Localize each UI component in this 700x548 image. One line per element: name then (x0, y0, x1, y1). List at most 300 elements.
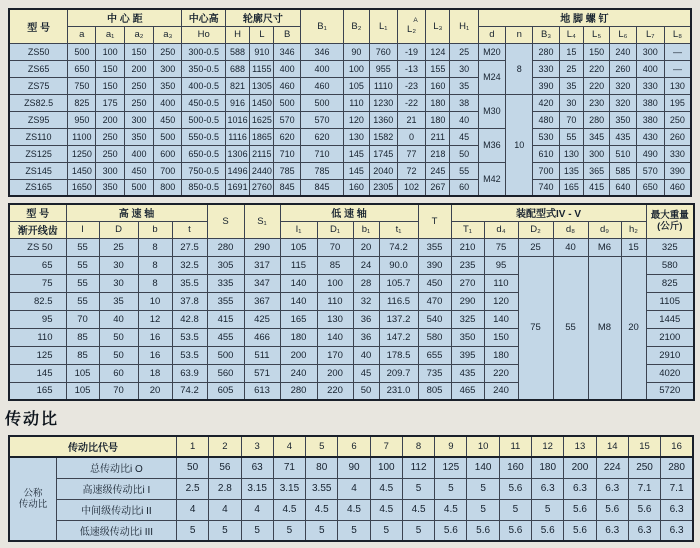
cell-l6: 320 (610, 77, 636, 94)
cell-b1: 400 (300, 60, 344, 77)
cell-l: 1305 (250, 77, 274, 94)
ratio-value-cell: 5 (467, 499, 499, 520)
ratio-value-cell: 5 (467, 478, 499, 499)
cell-t1: 105.7 (379, 274, 418, 292)
header-code-14: 14 (596, 436, 628, 457)
cell-b2: 120 (344, 111, 369, 128)
cell-b3: 330 (533, 60, 559, 77)
cell-l4: 55 (559, 128, 583, 145)
cell-d1: 130 (317, 310, 353, 328)
cell-max-weight: 325 (646, 238, 694, 256)
ratio-row-label: 高速级传动比i I (56, 478, 176, 499)
header-hs-t: t (172, 221, 207, 238)
cell-d2: 75 (518, 256, 553, 400)
header-a3: a₃ (154, 26, 182, 43)
cell-h1: 50 (450, 145, 478, 162)
ratio-value-cell: 4.5 (370, 499, 402, 520)
header-ls-i1: I₁ (280, 221, 317, 238)
cell-h1: 45 (450, 128, 478, 145)
header-s1: S₁ (244, 204, 280, 238)
ratio-value-cell: 4.5 (273, 499, 305, 520)
cell-l5: 365 (583, 162, 609, 179)
cell-b: 400 (274, 60, 300, 77)
cell-b: 620 (274, 128, 300, 145)
ratio-value-cell: 6.3 (628, 520, 660, 541)
table-row (9, 128, 691, 145)
cell-b3: 700 (533, 162, 559, 179)
cell-b: 710 (274, 145, 300, 162)
header-code-15: 15 (628, 436, 660, 457)
cell-d8: 55 (553, 256, 588, 400)
cell-b3: 390 (533, 77, 559, 94)
cell-s: 355 (207, 292, 244, 310)
cell-i1: 280 (280, 382, 317, 400)
ratio-value-cell: 224 (596, 457, 628, 478)
cell-l6: 350 (610, 111, 636, 128)
cell-l: 910 (250, 43, 274, 60)
header-model: 型 号 (9, 204, 66, 221)
cell-a2: 500 (124, 179, 153, 196)
cell-b2: 130 (344, 128, 369, 145)
header-l6: L₆ (610, 26, 636, 43)
cell-b2: 90 (344, 43, 369, 60)
cell-l6: 435 (610, 128, 636, 145)
ratio-table-body (9, 457, 693, 541)
ratio-value-cell: 5 (306, 520, 338, 541)
ratio-value-cell: 140 (467, 457, 499, 478)
cell-l4: 15 (559, 43, 583, 60)
cell-l5: 280 (583, 111, 609, 128)
header-asm-d9: d₉ (588, 221, 621, 238)
cell-s: 415 (207, 310, 244, 328)
cell-b1: 36 (353, 310, 379, 328)
model-cell: ZS125 (9, 145, 68, 162)
header-code-4: 4 (273, 436, 305, 457)
cell-h2: 20 (621, 256, 646, 400)
cell-l8: 130 (664, 77, 691, 94)
cell-l5: 220 (583, 60, 609, 77)
ratio-value-cell: 6.3 (661, 520, 693, 541)
cell-h1: 55 (450, 162, 478, 179)
ratio-value-cell: 63 (241, 457, 273, 478)
cell-s1: 290 (244, 238, 280, 256)
ratio-value-cell: 5.6 (499, 478, 531, 499)
header-a1: a₁ (96, 26, 124, 43)
cell-h: 688 (225, 60, 249, 77)
header-d: d (478, 26, 505, 43)
cell-l2: 72 (397, 162, 425, 179)
cell-s1: 466 (244, 328, 280, 346)
ratio-value-cell: 5.6 (564, 499, 596, 520)
ratio-value-cell: 90 (338, 457, 370, 478)
ratio-value-cell: 6.3 (564, 478, 596, 499)
cell-s: 500 (207, 346, 244, 364)
cell-l8: 390 (664, 162, 691, 179)
ratio-value-cell: 160 (499, 457, 531, 478)
cell-l: 2760 (250, 179, 274, 196)
cell-a3: 600 (154, 145, 182, 162)
cell-ho: 450-0.5 (182, 94, 226, 111)
cell-l2: 0 (397, 128, 425, 145)
cell-b: 8 (138, 256, 172, 274)
cell-a3: 700 (154, 162, 182, 179)
ratio-value-cell: 4.5 (402, 499, 434, 520)
cell-i1: 165 (280, 310, 317, 328)
header-code-13: 13 (564, 436, 596, 457)
cell-d9: M8 (588, 256, 621, 400)
cell-l5: 415 (583, 179, 609, 196)
cell-l2: 21 (397, 111, 425, 128)
cell-s1: 511 (244, 346, 280, 364)
cell-b1: 460 (300, 77, 344, 94)
cell-t-cap: 450 (418, 274, 451, 292)
cell-d: 60 (99, 364, 138, 382)
header-ls-b1: b₁ (353, 221, 379, 238)
cell-l1: 955 (369, 60, 397, 77)
cell-max-weight: 580 (646, 256, 694, 274)
header-code-8: 8 (402, 436, 434, 457)
cell-t1: 137.2 (379, 310, 418, 328)
cell-h2: 15 (621, 238, 646, 256)
header-row (9, 9, 691, 26)
cell-b: 16 (138, 346, 172, 364)
ratio-value-cell: 5 (273, 520, 305, 541)
cell-s: 280 (207, 238, 244, 256)
cell-t1-asm: 235 (451, 256, 484, 274)
cell-b1: 50 (353, 382, 379, 400)
model-cell: 75 (9, 274, 66, 292)
cell-a: 500 (68, 43, 96, 60)
header-ho: Ho (182, 26, 226, 43)
cell-a3: 800 (154, 179, 182, 196)
cell-d: 30 (99, 274, 138, 292)
cell-l8: — (664, 60, 691, 77)
cell-d: M36 (478, 128, 505, 162)
table-row (9, 478, 693, 499)
header-b: B (274, 26, 300, 43)
cell-b1: 710 (300, 145, 344, 162)
cell-i1: 140 (280, 292, 317, 310)
header-l5: L₅ (583, 26, 609, 43)
cell-t1-asm: 435 (451, 364, 484, 382)
cell-d1: 70 (317, 238, 353, 256)
cell-a2: 250 (124, 77, 153, 94)
cell-h1: 40 (450, 111, 478, 128)
cell-l7: 650 (636, 179, 664, 196)
header-l7: L₇ (636, 26, 664, 43)
ratio-value-cell: 5.6 (467, 520, 499, 541)
cell-l8: 260 (664, 128, 691, 145)
cell-d1: 140 (317, 328, 353, 346)
cell-t1-asm: 290 (451, 292, 484, 310)
table-row (9, 256, 694, 274)
header-asm-d8: d₈ (553, 221, 588, 238)
header-assembly-type: 装配型式IV - V (451, 204, 646, 221)
cell-max-weight: 5720 (646, 382, 694, 400)
header-center-height: 中心高 (182, 9, 226, 26)
ratio-value-cell: 5.6 (499, 520, 531, 541)
cell-b: 12 (138, 310, 172, 328)
ratio-value-cell: 5 (241, 520, 273, 541)
ratio-value-cell: 4 (209, 499, 241, 520)
cell-t: 53.5 (172, 328, 207, 346)
ratio-value-cell: 125 (435, 457, 467, 478)
cell-d: M30 (478, 94, 505, 128)
cell-d1: 170 (317, 346, 353, 364)
ratio-value-cell: 7.1 (628, 478, 660, 499)
header-code-10: 10 (467, 436, 499, 457)
cell-l2: -23 (397, 77, 425, 94)
cell-l4: 35 (559, 77, 583, 94)
cell-a1: 300 (96, 162, 124, 179)
shaft-table (8, 203, 695, 401)
ratio-row-label: 中间级传动比i II (56, 499, 176, 520)
ratio-value-cell: 2.5 (176, 478, 208, 499)
cell-a: 650 (68, 60, 96, 77)
cell-l8: — (664, 43, 691, 60)
cell-l2: -19 (397, 43, 425, 60)
cell-a: 1450 (68, 162, 96, 179)
cell-ho: 400-0.5 (182, 77, 226, 94)
cell-b3: 610 (533, 145, 559, 162)
header-l8: L₈ (664, 26, 691, 43)
cell-ho: 850-0.5 (182, 179, 226, 196)
cell-t: 35.5 (172, 274, 207, 292)
cell-a1: 200 (96, 111, 124, 128)
cell-l1: 1582 (369, 128, 397, 145)
header-hs-b: b (138, 221, 172, 238)
cell-b: 500 (274, 94, 300, 111)
ratio-value-cell: 112 (402, 457, 434, 478)
cell-l1: 1360 (369, 111, 397, 128)
cell-l5: 300 (583, 145, 609, 162)
cell-s: 605 (207, 382, 244, 400)
model-cell: 145 (9, 364, 66, 382)
header-l4: L₄ (559, 26, 583, 43)
shaft-table-body (9, 238, 694, 400)
cell-s1: 425 (244, 310, 280, 328)
cell-i: 85 (66, 346, 99, 364)
cell-l3: 124 (426, 43, 450, 60)
ratio-value-cell: 100 (370, 457, 402, 478)
cell-t1: 147.2 (379, 328, 418, 346)
header-l3: L₃ (426, 9, 450, 43)
ratio-value-cell: 3.55 (306, 478, 338, 499)
cell-t1-asm: 350 (451, 328, 484, 346)
cell-l2: 102 (397, 179, 425, 196)
cell-a: 825 (68, 94, 96, 111)
cell-ho: 750-0.5 (182, 162, 226, 179)
ratio-value-cell: 5 (402, 478, 434, 499)
header-asm-t1: T₁ (451, 221, 484, 238)
cell-ho: 550-0.5 (182, 128, 226, 145)
header-involute-tooth: 渐开线齿 (9, 221, 66, 238)
cell-h1: 35 (450, 77, 478, 94)
cell-b2: 145 (344, 162, 369, 179)
header-code-9: 9 (435, 436, 467, 457)
cell-d1: 200 (317, 364, 353, 382)
table-row (9, 94, 691, 111)
cell-a2: 300 (124, 111, 153, 128)
cell-b3: 420 (533, 94, 559, 111)
cell-h: 821 (225, 77, 249, 94)
cell-t1: 178.5 (379, 346, 418, 364)
cell-a1: 150 (96, 77, 124, 94)
cell-t: 37.8 (172, 292, 207, 310)
cell-s1: 613 (244, 382, 280, 400)
cell-b2: 160 (344, 179, 369, 196)
header-n: n (506, 26, 533, 43)
cell-t: 63.9 (172, 364, 207, 382)
header-l: L (250, 26, 274, 43)
l2-sup-label: A (413, 16, 418, 24)
header-s: S (207, 204, 244, 238)
cell-d2: 25 (518, 238, 553, 256)
cell-d4: 220 (484, 364, 518, 382)
cell-d: 50 (99, 346, 138, 364)
cell-l1: 760 (369, 43, 397, 60)
ratio-value-cell: 80 (306, 457, 338, 478)
cell-a: 750 (68, 77, 96, 94)
cell-h: 1306 (225, 145, 249, 162)
cell-a2: 450 (124, 162, 153, 179)
cell-d1: 110 (317, 292, 353, 310)
cell-s1: 367 (244, 292, 280, 310)
nominal-ratio-line2: 传动比 (18, 499, 48, 510)
dimensions-table-head (9, 9, 691, 43)
cell-l6: 510 (610, 145, 636, 162)
model-cell: ZS75 (9, 77, 68, 94)
header-code-12: 12 (532, 436, 564, 457)
cell-h1: 30 (450, 60, 478, 77)
cell-d4: 140 (484, 310, 518, 328)
ratio-value-cell: 71 (273, 457, 305, 478)
ratio-value-cell: 6.3 (596, 478, 628, 499)
cell-l: 2115 (250, 145, 274, 162)
cell-max-weight: 1445 (646, 310, 694, 328)
cell-d4: 180 (484, 346, 518, 364)
cell-l7: 330 (636, 77, 664, 94)
cell-b: 845 (274, 179, 300, 196)
cell-d1: 85 (317, 256, 353, 274)
ratio-value-cell: 4.5 (435, 499, 467, 520)
ratio-value-cell: 3.15 (241, 478, 273, 499)
header-row (9, 436, 693, 457)
cell-a1: 100 (96, 43, 124, 60)
model-cell: ZS95 (9, 111, 68, 128)
cell-l7: 570 (636, 162, 664, 179)
cell-a1: 350 (96, 179, 124, 196)
cell-l6: 240 (610, 43, 636, 60)
cell-d4: 120 (484, 292, 518, 310)
cell-t1-asm: 270 (451, 274, 484, 292)
cell-i: 85 (66, 328, 99, 346)
cell-l4: 130 (559, 145, 583, 162)
table-row (9, 520, 693, 541)
header-l2 (397, 9, 425, 43)
cell-s1: 347 (244, 274, 280, 292)
cell-l5: 230 (583, 94, 609, 111)
cell-i1: 240 (280, 364, 317, 382)
table-row (9, 179, 691, 196)
cell-a: 1250 (68, 145, 96, 162)
cell-h: 588 (225, 43, 249, 60)
cell-d9: M6 (588, 238, 621, 256)
cell-d4: 150 (484, 328, 518, 346)
dimensions-table (8, 8, 692, 197)
header-max-weight (646, 204, 694, 238)
table-row (9, 457, 693, 478)
ratio-value-cell: 4 (176, 499, 208, 520)
cell-t-cap: 355 (418, 238, 451, 256)
ratio-value-cell: 56 (209, 457, 241, 478)
ratio-value-cell: 4.5 (338, 499, 370, 520)
cell-d1: 220 (317, 382, 353, 400)
table-row (9, 43, 691, 60)
nominal-ratio-cell (9, 457, 56, 541)
cell-a1: 250 (96, 128, 124, 145)
cell-ho: 650-0.5 (182, 145, 226, 162)
cell-l: 1625 (250, 111, 274, 128)
cell-l1: 2305 (369, 179, 397, 196)
header-code-2: 2 (209, 436, 241, 457)
model-cell: ZS65 (9, 60, 68, 77)
header-code-3: 3 (241, 436, 273, 457)
header-b2: B₂ (344, 9, 369, 43)
cell-t: 27.5 (172, 238, 207, 256)
cell-b: 20 (138, 382, 172, 400)
cell-l4: 70 (559, 111, 583, 128)
shaft-table-head (9, 204, 694, 238)
header-high-speed-shaft: 高 速 轴 (66, 204, 207, 221)
cell-i: 105 (66, 364, 99, 382)
cell-a3: 300 (154, 60, 182, 77)
cell-l6: 320 (610, 94, 636, 111)
cell-h: 1496 (225, 162, 249, 179)
cell-t-cap: 470 (418, 292, 451, 310)
cell-t-cap: 655 (418, 346, 451, 364)
cell-s: 560 (207, 364, 244, 382)
ratio-value-cell: 5.6 (628, 499, 660, 520)
cell-a2: 150 (124, 43, 153, 60)
cell-t1-asm: 210 (451, 238, 484, 256)
cell-h: 916 (225, 94, 249, 111)
cell-ho: 500-0.5 (182, 111, 226, 128)
ratio-value-cell: 5.6 (564, 520, 596, 541)
cell-t1: 90.0 (379, 256, 418, 274)
ratio-value-cell: 5 (532, 499, 564, 520)
model-cell: 95 (9, 310, 66, 328)
cell-b2: 105 (344, 77, 369, 94)
cell-h: 1691 (225, 179, 249, 196)
ratio-value-cell: 6.3 (532, 478, 564, 499)
cell-l7: 430 (636, 128, 664, 145)
header-ls-d1: D₁ (317, 221, 353, 238)
ratio-value-cell: 3.15 (273, 478, 305, 499)
dimensions-table-body (9, 43, 691, 196)
header-a0: a (68, 26, 96, 43)
ratio-row-label: 总传动比i O (56, 457, 176, 478)
cell-t-cap: 735 (418, 364, 451, 382)
header-center-distance: 中 心 距 (68, 9, 182, 26)
cell-l4: 165 (559, 179, 583, 196)
cell-max-weight: 825 (646, 274, 694, 292)
cell-l5: 150 (583, 43, 609, 60)
cell-l3: 211 (426, 128, 450, 145)
cell-t: 32.5 (172, 256, 207, 274)
cell-d: 70 (99, 382, 138, 400)
header-l1: L₁ (369, 9, 397, 43)
